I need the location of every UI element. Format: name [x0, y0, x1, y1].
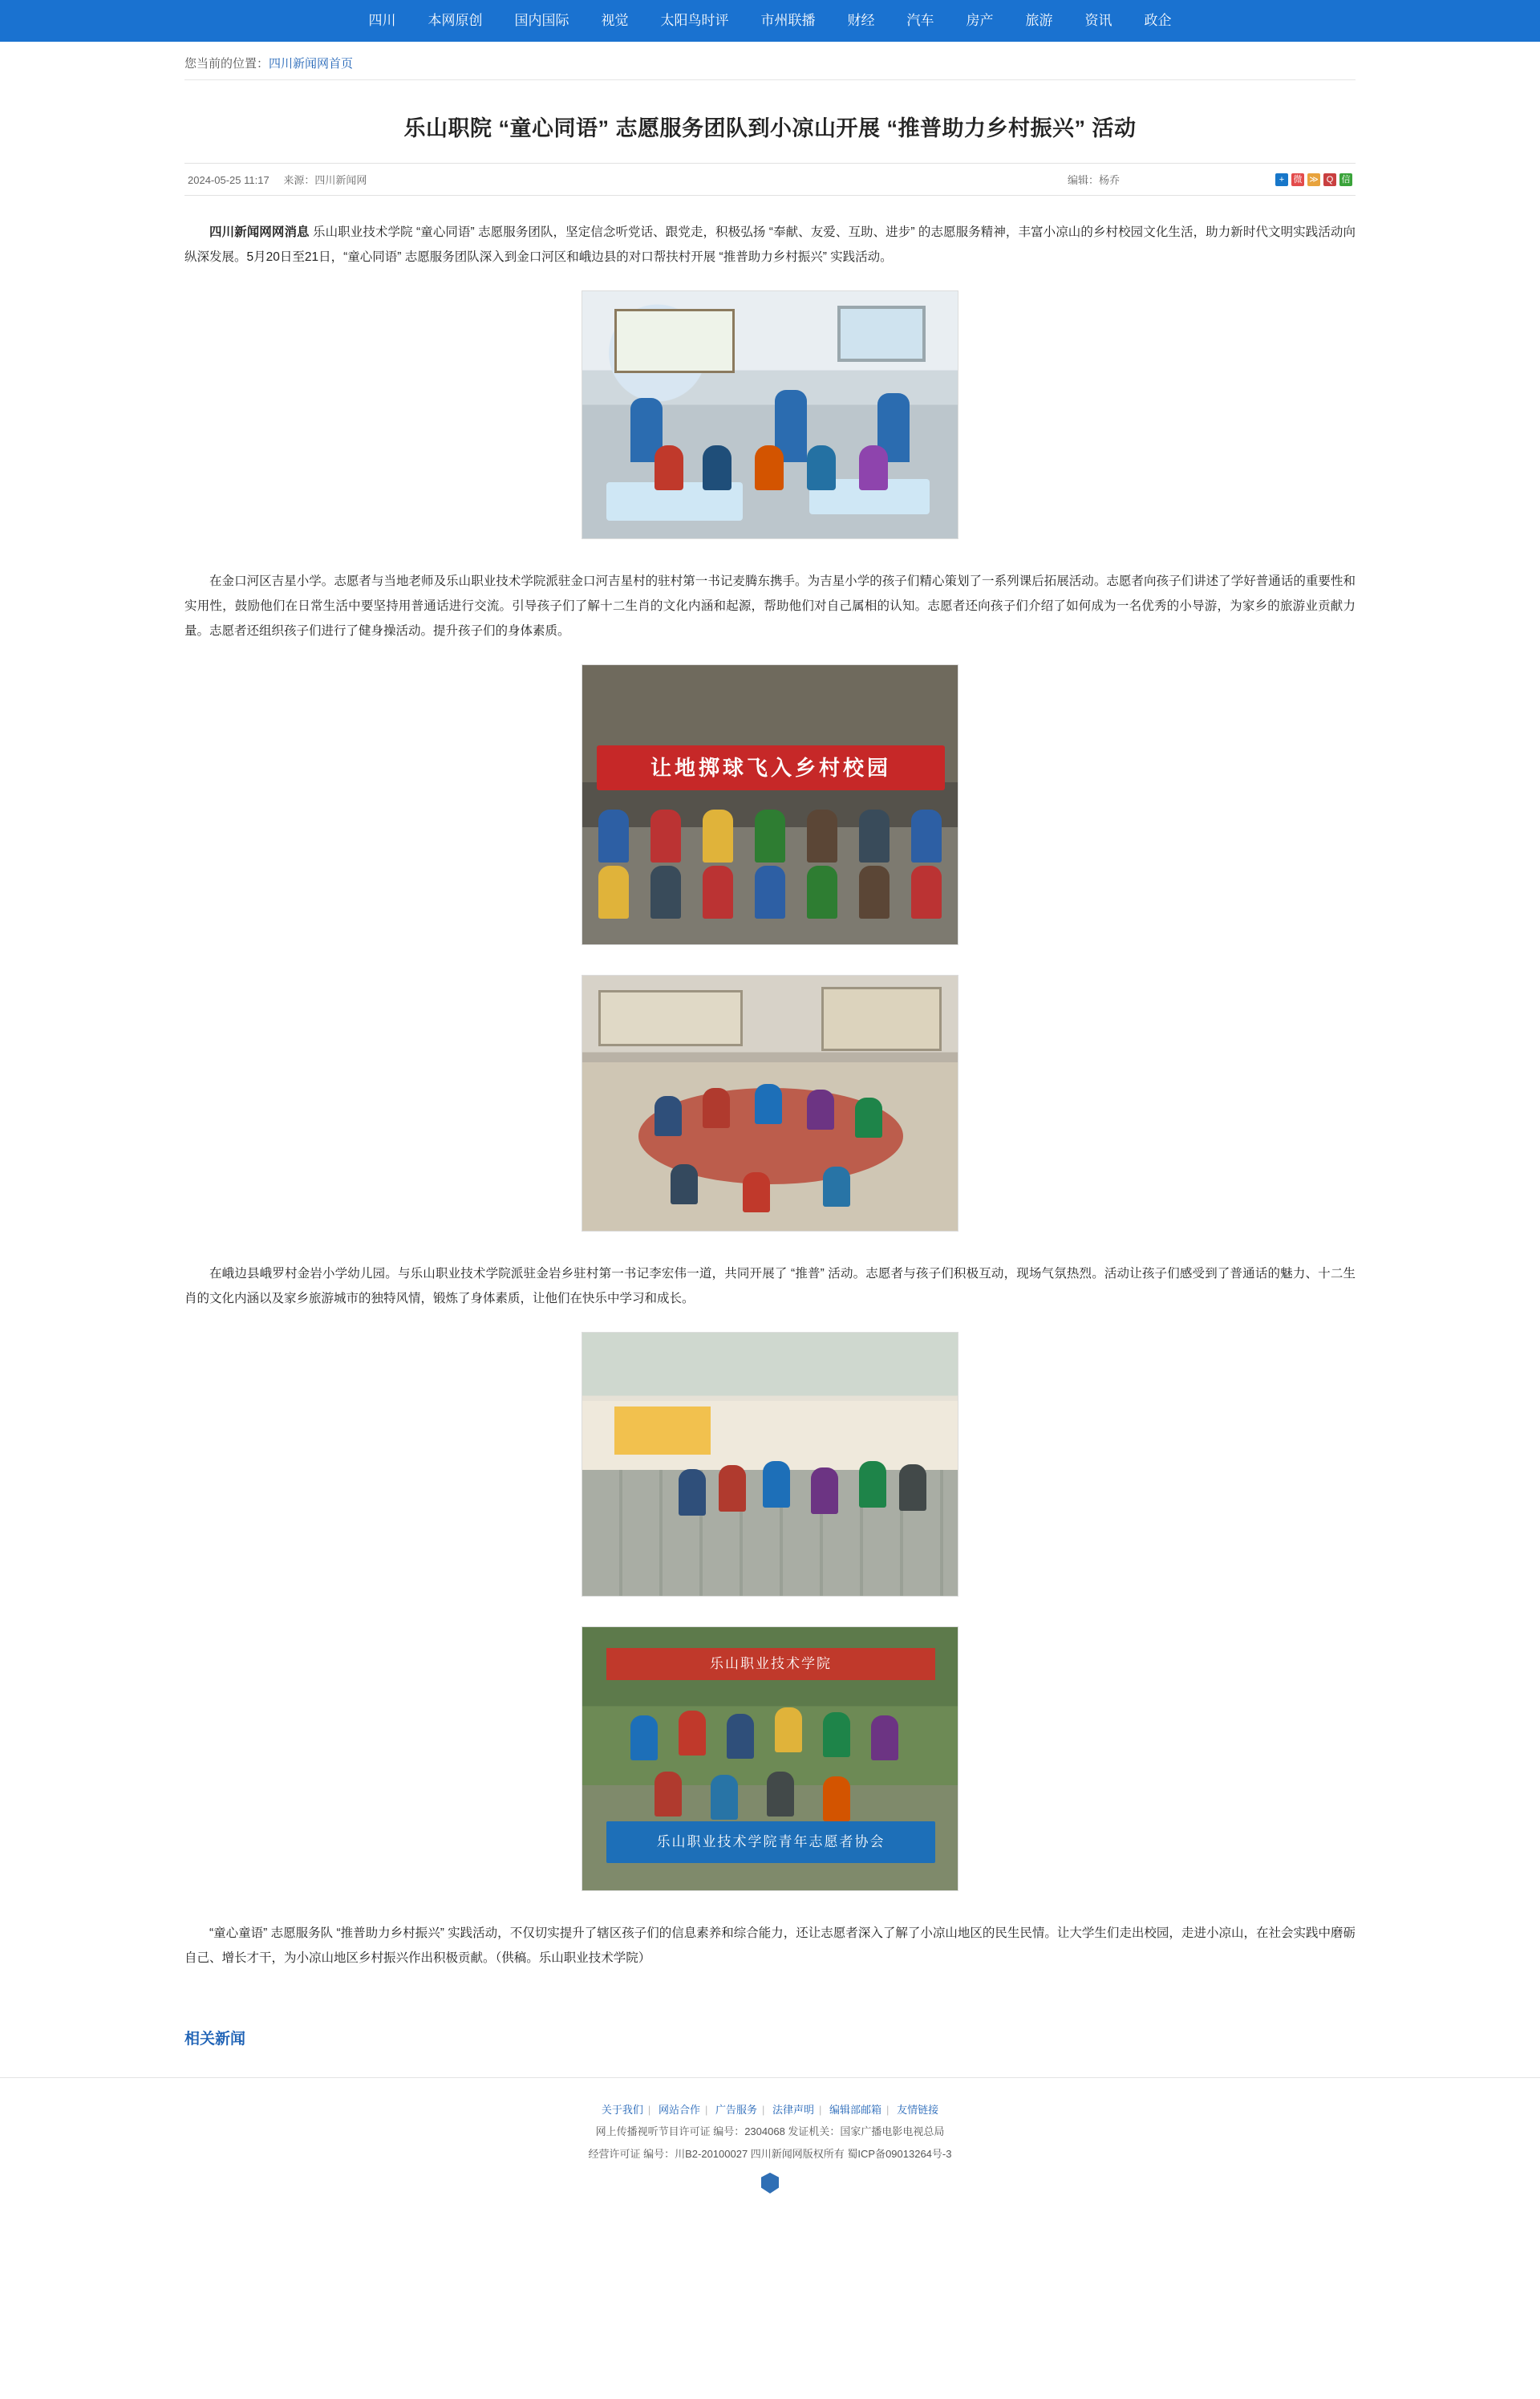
photo-element-child	[755, 1084, 782, 1124]
photo-element-child	[859, 866, 890, 919]
photo-element-child	[703, 1088, 730, 1128]
photo-element-shelf	[821, 987, 942, 1051]
share-weibo-icon[interactable]: 微	[1291, 173, 1304, 186]
photo-element-child	[598, 810, 629, 863]
share-rss-icon[interactable]: ≫	[1307, 173, 1320, 186]
nav-item-original[interactable]: 本网原创	[428, 13, 483, 28]
photo-element-child	[654, 1772, 682, 1817]
footer-link-about-us[interactable]: 关于我们	[601, 2104, 643, 2116]
nav-item-information[interactable]: 资讯	[1084, 13, 1112, 28]
footer-license-line: 网上传播视听节目许可证 编号：2304068 发证机关：国家广播电影电视总局	[595, 2125, 945, 2138]
photo-element-child	[811, 1467, 838, 1514]
photo-element-child	[755, 866, 785, 919]
photo-element-child	[598, 866, 629, 919]
share-qq-icon[interactable]: Q	[1323, 173, 1336, 186]
footer-icp-line: 经营许可证 编号：川B2-20100027 四川新闻网版权所有 蜀ICP备09013264号-3	[588, 2147, 952, 2160]
article-photo-corridor	[582, 1332, 958, 1597]
photo-element-child	[650, 866, 681, 919]
article-photo-group-banner	[582, 664, 958, 945]
article-lead: 四川新闻网网消息	[209, 225, 310, 239]
photo-element-child	[703, 810, 733, 863]
photo-element-child	[743, 1172, 770, 1212]
breadcrumb-home-link[interactable]: 四川新闻网首页	[269, 57, 354, 71]
police-badge-icon	[761, 2173, 779, 2194]
article-figure-1	[184, 290, 1356, 548]
photo-element-child	[767, 1772, 794, 1817]
breadcrumb	[184, 42, 1356, 80]
photo-element-child	[807, 810, 837, 863]
article-photo-volunteer-group	[582, 1626, 958, 1891]
photo-element-child	[703, 445, 732, 490]
article-paragraph-1-text: 乐山职业技术学院 “童心同语” 志愿服务团队，坚定信念听党话、跟党走，积极弘扬 “奉献、友爱、互助、进步” 的志愿服务精神，丰富小凉山的乡村校园文化生活，助力新时代文明实践活动向纵深发展。5月20日至21日，“童心同语” 志愿服务团队深入到金口河区和峨边县的对口帮扶村开展 “推普助力乡村振兴” 实践活动。	[184, 225, 1356, 264]
nav-item-domestic-international[interactable]: 国内国际	[514, 13, 569, 28]
photo-element-child	[679, 1469, 706, 1516]
photo-banner-bottom-text: 乐山职业技术学院青年志愿者协会	[606, 1821, 935, 1863]
photo-element-row	[598, 810, 942, 863]
article-body	[184, 196, 1356, 1971]
article-paragraph-4: “童心童语” 志愿服务队 “推普助力乡村振兴” 实践活动，不仅切实提升了辖区孩子们的信息素养和综合能力，还让志愿者深入了解了小凉山地区的民生民情。让大学生们走出校园，走进小凉山，在社会实践中磨砺自己、增长才干，为小凉山地区乡村振兴作出积极贡献。（供稿。乐山职业技术学院）	[184, 1926, 1356, 1965]
photo-element-row	[598, 866, 942, 919]
article-figure-3	[184, 975, 1356, 1240]
footer-link-site-cooperation[interactable]: 网站合作	[658, 2104, 700, 2116]
photo-element-volunteer	[630, 1715, 658, 1760]
article-photo-kindergarten	[582, 975, 958, 1232]
footer-link-advertising[interactable]: 广告服务	[715, 2104, 757, 2116]
related-news-heading: 相关新闻	[184, 2031, 246, 2048]
article-photo-classroom	[582, 290, 958, 539]
page-title: 乐山职院 “童心同语” 志愿服务团队到小凉山开展 “推普助力乡村振兴” 活动	[403, 116, 1137, 140]
article-figure-2	[184, 664, 1356, 954]
photo-banner-text: 让地掷球飞入乡村校园	[597, 745, 945, 790]
photo-element-poster	[614, 1407, 711, 1455]
nav-item-government-enterprise[interactable]: 政企	[1144, 13, 1172, 28]
share-wechat-icon[interactable]: 信	[1339, 173, 1352, 186]
breadcrumb-label: 您当前的位置：	[184, 57, 270, 71]
photo-element-child	[807, 1090, 834, 1130]
site-footer	[0, 2077, 1540, 2233]
article-meta-bar	[184, 163, 1356, 196]
photo-element-blackboard	[614, 309, 735, 373]
photo-element-child	[911, 866, 942, 919]
photo-element-child	[807, 866, 837, 919]
photo-element-child	[654, 1096, 682, 1136]
photo-element-child	[727, 1714, 754, 1759]
top-navigation-bar	[0, 0, 1540, 42]
nav-item-auto[interactable]: 汽车	[906, 13, 934, 28]
photo-element-child	[711, 1775, 738, 1820]
nav-item-realestate[interactable]: 房产	[966, 13, 994, 28]
footer-links: 关于我们 | 网站合作 | 广告服务 | 法律声明 | 编辑部邮箱 | 友情链接	[601, 2104, 939, 2116]
photo-element-child	[755, 810, 785, 863]
photo-element-child	[654, 445, 683, 490]
photo-element-child	[859, 1461, 886, 1508]
photo-element-child	[703, 866, 733, 919]
photo-element-child	[859, 445, 888, 490]
photo-element-child	[679, 1711, 706, 1756]
article-paragraph-3: 在峨边县峨罗村金岩小学幼儿园。与乐山职业技术学院派驻金岩乡驻村第一书记李宏伟一道，共同开展了 “推普” 活动。志愿者与孩子们积极互动，现场气氛热烈。活动让孩子们感受到了普通话的魅力、十二生肖的文化内涵以及家乡旅游城市的独特风情，锻炼了身体素质，让他们在快乐中学习和成长。	[184, 1267, 1356, 1305]
publish-date: 2024-05-25 11:17	[188, 174, 270, 186]
share-plus-icon[interactable]: +	[1275, 173, 1288, 186]
article-editor: 编辑：杨乔	[1067, 174, 1120, 186]
nav-item-travel[interactable]: 旅游	[1025, 13, 1053, 28]
nav-item-sunbird-commentary[interactable]: 太阳鸟时评	[660, 13, 729, 28]
footer-link-friendly-links[interactable]: 友情链接	[897, 2104, 939, 2116]
article-figure-4	[184, 1332, 1356, 1605]
article-paragraph-1	[184, 220, 1356, 270]
photo-element-child	[823, 1776, 850, 1821]
nav-item-city-broadcast[interactable]: 市州联播	[760, 13, 816, 28]
photo-element-child	[671, 1164, 698, 1204]
photo-element-child	[775, 1707, 802, 1752]
article-meta-right	[1068, 172, 1352, 187]
photo-element-child	[755, 445, 784, 490]
article-figure-5	[184, 1626, 1356, 1900]
photo-banner-top-text: 乐山职业技术学院	[606, 1648, 935, 1680]
photo-element-child	[719, 1465, 746, 1512]
photo-element-child	[855, 1098, 882, 1138]
footer-link-editorial-email[interactable]: 编辑部邮箱	[829, 2104, 882, 2116]
nav-item-visual[interactable]: 视觉	[601, 13, 629, 28]
photo-element-child	[899, 1464, 926, 1511]
photo-element-child	[763, 1461, 790, 1508]
photo-element-child	[911, 810, 942, 863]
footer-link-legal-notice[interactable]: 法律声明	[772, 2104, 815, 2116]
nav-item-finance[interactable]: 财经	[847, 13, 875, 28]
article-container	[184, 111, 1356, 1971]
photo-element-volunteer	[871, 1715, 898, 1760]
photo-element-child	[859, 810, 890, 863]
nav-item-sichuan[interactable]: 四川	[368, 13, 396, 28]
photo-element-child	[823, 1167, 850, 1207]
share-buttons[interactable]	[1275, 173, 1352, 186]
top-navigation-items	[184, 0, 1356, 42]
article-paragraph-2: 在金口河区吉星小学。志愿者与当地老师及乐山职业技术学院派驻金口河吉星村的驻村第一书记麦腾东携手。为吉星小学的孩子们精心策划了一系列课后拓展活动。志愿者向孩子们讲述了学好普通话的重要性和实用性，鼓励他们在日常生活中要坚持用普通话进行交流。引导孩子们了解十二生肖的文化内涵和起源，帮助他们对自己属相的认知。志愿者还向孩子们介绍了如何成为一名优秀的小导游，为家乡的旅游业贡献力量。志愿者还组织孩子们进行了健身操活动。提升孩子们的身体素质。	[184, 574, 1356, 638]
article-source: 来源：四川新闻网	[283, 174, 367, 186]
photo-element-child	[823, 1712, 850, 1757]
photo-element-window	[837, 306, 926, 362]
photo-element-child	[807, 445, 836, 490]
article-meta-left	[188, 172, 378, 187]
photo-element-shelf	[598, 990, 743, 1046]
photo-element-child	[650, 810, 681, 863]
